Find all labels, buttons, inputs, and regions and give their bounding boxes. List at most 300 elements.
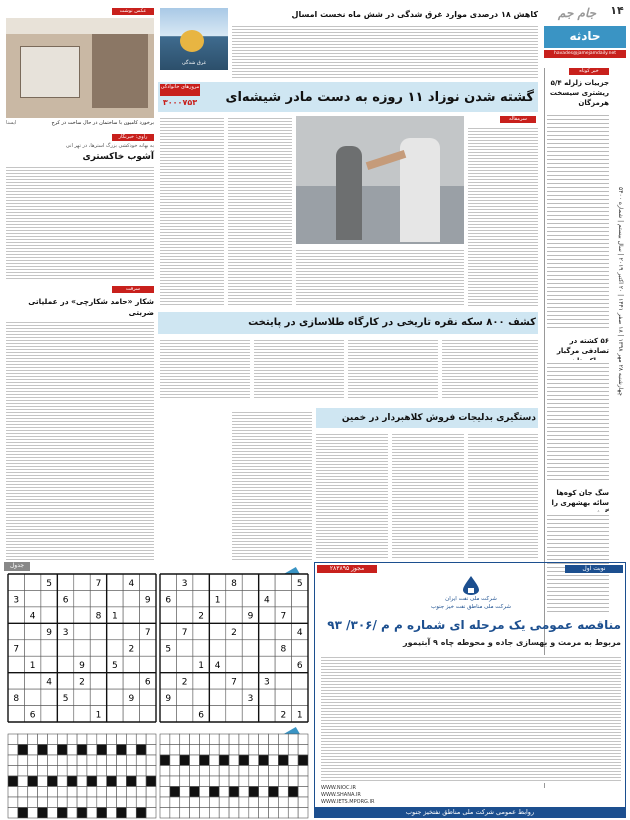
crossword-right-cell (239, 766, 249, 777)
sudoku-right-cell (275, 673, 291, 689)
sudoku-right-cell (209, 607, 225, 623)
crossword-right-cell (288, 745, 298, 756)
sudoku-left-cell (107, 590, 123, 606)
crossword-right-cell (209, 776, 219, 787)
sudoku-left-digit: 7 (13, 644, 20, 655)
crossword-right-cell (278, 797, 288, 808)
sudoku-right-cell (275, 689, 291, 705)
crossword-left-cell (8, 755, 18, 766)
crossword-left-cell (47, 787, 57, 798)
crossword-right-cell (278, 745, 288, 756)
crossword-left-cell (126, 745, 136, 756)
crossword-right-cell (170, 797, 180, 808)
sudoku-right-digit: 1 (198, 661, 204, 672)
sidebar-label: خبر کوتاه (569, 68, 609, 75)
crossword-right-cell (199, 734, 209, 745)
sudoku-left-cell (90, 656, 106, 672)
crossword-right-cell (209, 787, 219, 798)
crossword-right-cell (239, 787, 249, 798)
crossword-right-cell (229, 745, 239, 756)
sidebar-item-1-title: جزییات زلزله ۵/۴ ریشتری سیسخت هرمزگان (549, 79, 609, 107)
crossword-left-cell (107, 787, 117, 798)
ad-subheadline: مربوط به مرمت و بهسازی جاده و محوطه چاه ۹ آبتیمور (403, 638, 621, 647)
sudoku-right-digit: 6 (296, 661, 303, 672)
crossword-right-cell (278, 787, 288, 798)
crossword-left-cell (57, 808, 67, 819)
sudoku-left-digit: 2 (128, 644, 135, 655)
crossword-left-cell (18, 797, 28, 808)
crossword-left-cell (38, 808, 48, 819)
main-body-col-3 (468, 126, 538, 306)
sudoku-left-cell (107, 640, 123, 656)
sudoku-left-digit: 8 (95, 611, 102, 622)
crossword-left-cell (28, 766, 38, 777)
crossword-right-cell (190, 755, 200, 766)
ad-issuer: شرکت ملی نفت ایران (445, 596, 497, 602)
crossword-right-cell (259, 776, 269, 787)
ad-sub-issuer: شرکت ملی مناطق نفت خیز جنوب (431, 604, 511, 610)
sudoku-left-cell (107, 706, 123, 722)
crossword-right-cell (249, 808, 259, 819)
sudoku-left-cell (140, 607, 156, 623)
sudoku-left-cell (8, 574, 24, 590)
photo-label: عکس نوشت (112, 8, 154, 15)
crossword-right-cell (170, 776, 180, 787)
crossword-left-cell (18, 734, 28, 745)
crossword-right-cell (219, 734, 229, 745)
sudoku-left-digit: 3 (62, 628, 69, 639)
crossword-right-cell (269, 766, 279, 777)
crossword-right-cell (160, 755, 170, 766)
crossword-left-cell (77, 766, 87, 777)
tender-ad (314, 562, 626, 818)
sudoku-right-cell (160, 706, 176, 722)
sudoku-right-cell (275, 574, 291, 590)
left-photo (6, 18, 154, 118)
crossword-right-cell (229, 787, 239, 798)
section-banner (544, 26, 626, 48)
crossword-right-cell (298, 808, 308, 819)
sudoku-right-digit: 4 (296, 628, 303, 639)
sudoku-right-cell (209, 689, 225, 705)
crossword-right-cell (239, 734, 249, 745)
sudoku-right-cell (160, 623, 176, 639)
crossword-right-cell (190, 766, 200, 777)
sudoku-right-cell (259, 574, 275, 590)
crossword-right-cell (259, 787, 269, 798)
sudoku-right-cell (176, 689, 192, 705)
crossword-left-cell (97, 776, 107, 787)
sudoku-left-cell (41, 607, 57, 623)
sudoku-left-cell (8, 623, 24, 639)
main-headline: گشته شدن نوزاد ۱۱ روزه به دست مادر شیشه‌ای (225, 90, 534, 105)
sudoku-left-digit: 4 (29, 611, 36, 622)
crossword-right-cell (160, 797, 170, 808)
crossword-right-cell (278, 766, 288, 777)
crossword-left-cell (28, 745, 38, 756)
crossword-left-cell (146, 776, 156, 787)
column2-title: شکار «حامد شکارچی» در عملیاتی ضربتی (28, 297, 154, 317)
crossword-left-cell (47, 745, 57, 756)
crossword-right-cell (259, 797, 269, 808)
crossword-left-cell (117, 766, 127, 777)
sudoku-grid-right (160, 574, 308, 722)
crossword-left-cell (87, 745, 97, 756)
arrest-body-4 (468, 432, 538, 560)
sudoku-right-cell (193, 689, 209, 705)
sudoku-left-digit: 4 (128, 578, 135, 589)
crossword-right-cell (269, 797, 279, 808)
crossword-left-cell (117, 808, 127, 819)
crossword-left-cell (67, 808, 77, 819)
crossword-left-cell (136, 787, 146, 798)
sudoku-left-cell (24, 590, 40, 606)
sudoku-left-digit: 1 (95, 710, 102, 721)
crossword-left-cell (126, 808, 136, 819)
crossword-left-cell (47, 808, 57, 819)
sudoku-left-cell (107, 689, 123, 705)
crossword-right-cell (278, 808, 288, 819)
sudoku-right-cell (292, 607, 308, 623)
arrest-headline: دستگیری بدلیجات فروش کلاهبردار در خمین (341, 413, 536, 423)
crossword-right-cell (298, 745, 308, 756)
sudoku-left-cell (123, 623, 139, 639)
sudoku-right-digit: 7 (231, 677, 237, 688)
crossword-grid-left (8, 734, 156, 818)
sudoku-right-cell (275, 590, 291, 606)
crossword-right-cell (278, 734, 288, 745)
sudoku-right-cell (242, 590, 258, 606)
top-story-headline: کاهش ۱۸ درصدی موارد غرق شدگی در شش ماه نخست امسال (291, 10, 538, 19)
crossword-right-cell (170, 766, 180, 777)
crossword-right-cell (160, 734, 170, 745)
sudoku-left-cell (57, 706, 73, 722)
sudoku-left-cell (57, 640, 73, 656)
sudoku-right-digit: 1 (296, 710, 303, 721)
crossword-left-cell (77, 755, 87, 766)
gold-headline: کشف ۸۰۰ سکه نقره تاریخی در کارگاه طلاسازی در پایتخت (248, 317, 536, 328)
crossword-right-cell (298, 787, 308, 798)
main-headline-band (158, 82, 538, 112)
crossword-left-cell (146, 734, 156, 745)
crossword-left-cell (126, 787, 136, 798)
crossword-left-cell (87, 797, 97, 808)
crossword-right-cell (249, 776, 259, 787)
sudoku-right-digit: 7 (280, 611, 287, 622)
crossword-left-cell (67, 787, 77, 798)
gold-body-1 (160, 338, 250, 400)
crossword-left-cell (117, 787, 127, 798)
crossword-right-cell (239, 808, 249, 819)
crossword-right-cell (219, 787, 229, 798)
main-body-col-2 (228, 116, 292, 306)
sudoku-left-digit: 9 (46, 628, 52, 639)
sudoku-left-cell (90, 623, 106, 639)
sudoku-right-cell (176, 607, 192, 623)
crossword-right-cell (209, 734, 219, 745)
sudoku-right-digit: 6 (198, 710, 204, 721)
crossword-right-cell (160, 766, 170, 777)
ad-web-1: WWW.NIOC.IR (321, 785, 357, 791)
crossword-right-cell (190, 745, 200, 756)
date-line (612, 66, 624, 396)
crossword-right-cell (209, 808, 219, 819)
sudoku-right-digit: 5 (296, 578, 303, 589)
sudoku-left-cell (74, 574, 90, 590)
sudoku-right-digit: 2 (231, 628, 237, 639)
sudoku-right-cell (259, 623, 275, 639)
crossword-right-cell (288, 808, 298, 819)
sudoku-right-digit: 2 (280, 710, 287, 721)
masthead (544, 4, 626, 64)
arrest-headline-band (316, 408, 538, 428)
column1-title: آشوب خاکستری (82, 152, 154, 162)
sidebar-item-3-title: سگ جان کوه‌ها سائه بهشهری را (551, 489, 609, 507)
sudoku-left-cell (24, 640, 40, 656)
crossword-left-cell (77, 797, 87, 808)
crossword-left-cell (97, 734, 107, 745)
sudoku-right-cell (259, 689, 275, 705)
crossword-left-cell (107, 776, 117, 787)
crossword-left-cell (38, 755, 48, 766)
crossword-left-cell (77, 734, 87, 745)
crossword-right-cell (288, 755, 298, 766)
sudoku-grid-left (8, 574, 156, 722)
crossword-right-cell (190, 734, 200, 745)
crossword-right-cell (288, 766, 298, 777)
crossword-left-cell (38, 797, 48, 808)
sudoku-right-cell (160, 673, 176, 689)
crossword-left-cell (77, 787, 87, 798)
crossword-right-cell (229, 734, 239, 745)
sudoku-left-digit: 4 (46, 677, 52, 688)
sudoku-left-cell (57, 656, 73, 672)
crossword-right-cell (259, 755, 269, 766)
ad-body (321, 655, 621, 783)
crossword-left-cell (28, 755, 38, 766)
crossword-left-cell (18, 745, 28, 756)
sudoku-left-digit: 8 (13, 693, 20, 704)
sidebar-item-2-title: ۵۶ کشته در تصادفی مرگبار (556, 337, 609, 355)
crossword-left-cell (38, 787, 48, 798)
crossword-left-cell (67, 745, 77, 756)
crossword-left-cell (146, 808, 156, 819)
crossword-left-cell (97, 797, 107, 808)
sudoku-left-cell (140, 656, 156, 672)
sudoku-right-cell (292, 590, 308, 606)
crossword-left-cell (57, 734, 67, 745)
main-photo (296, 116, 464, 244)
crossword-right-cell (229, 766, 239, 777)
crossword-right-cell (219, 776, 229, 787)
section-title: حادثه (569, 29, 601, 43)
puzzles-tag: جدول (4, 562, 30, 571)
crossword-right-cell (160, 808, 170, 819)
sudoku-right-cell (209, 673, 225, 689)
crossword-left-cell (57, 776, 67, 787)
crossword-right-cell (180, 808, 190, 819)
sudoku-left-cell (74, 689, 90, 705)
sudoku-left-cell (24, 673, 40, 689)
crossword-right-cell (219, 745, 229, 756)
sudoku-right-cell (292, 673, 308, 689)
crossword-left-cell (18, 766, 28, 777)
building-shape (92, 28, 148, 108)
crossword-right-cell (249, 766, 259, 777)
crossword-left-cell (87, 787, 97, 798)
crossword-right-cell (199, 776, 209, 787)
sudoku-left-cell (8, 656, 24, 672)
crossword-left-cell (136, 776, 146, 787)
crossword-right-cell (298, 766, 308, 777)
crossword-right-cell (229, 776, 239, 787)
sudoku-right-cell (209, 640, 225, 656)
crossword-left-cell (67, 797, 77, 808)
gold-body-4 (442, 338, 538, 400)
sudoku-right-cell (160, 656, 176, 672)
sudoku-right-digit: 4 (214, 661, 221, 672)
sudoku-left-cell (74, 590, 90, 606)
sudoku-right-cell (176, 590, 192, 606)
page-number: ۱۴ (610, 4, 624, 17)
sudoku-right-cell (242, 623, 258, 639)
crossword-left-cell (28, 797, 38, 808)
crossword-left-cell (97, 766, 107, 777)
crossword-left-cell (117, 776, 127, 787)
crossword-right-cell (269, 776, 279, 787)
crossword-left-cell (136, 808, 146, 819)
sudoku-right-digit: 9 (247, 611, 254, 622)
crossword-left-cell (107, 734, 117, 745)
crossword-left-cell (8, 797, 18, 808)
sudoku-left-digit: 7 (95, 578, 102, 589)
crossword-left-cell (126, 797, 136, 808)
main-phone: ۳۰۰۰۷۵۳ (162, 98, 198, 107)
column2-label: سرقت (112, 286, 154, 293)
sky-shape (6, 18, 154, 34)
crossword-right-cell (199, 787, 209, 798)
main-body-col-1 (160, 116, 224, 306)
sudoku-left-cell (8, 673, 24, 689)
sudoku-right-digit: 7 (181, 628, 188, 639)
crossword-left-cell (117, 797, 127, 808)
crossword-right-cell (229, 808, 239, 819)
crossword-right-cell (180, 755, 190, 766)
crossword-right-cell (269, 734, 279, 745)
crossword-right-cell (259, 766, 269, 777)
crossword-left-cell (117, 734, 127, 745)
crossword-right-cell (160, 776, 170, 787)
crossword-right-cell (170, 745, 180, 756)
crossword-right-cell (269, 808, 279, 819)
crossword-right-cell (288, 787, 298, 798)
crossword-right-cell (288, 776, 298, 787)
sudoku-left-cell (74, 623, 90, 639)
photo-credit: ایسنا (6, 120, 17, 126)
sudoku-right-cell (259, 706, 275, 722)
crossword-right-cell (160, 787, 170, 798)
crossword-left-cell (8, 745, 18, 756)
sudoku-right-cell (292, 640, 308, 656)
sudoku-left-cell (123, 673, 139, 689)
crossword-left-cell (77, 745, 87, 756)
crossword-left-cell (67, 755, 77, 766)
crossword-right-cell (190, 776, 200, 787)
crossword-left-cell (126, 766, 136, 777)
crossword-right-cell (190, 787, 200, 798)
sudoku-right-cell (176, 656, 192, 672)
crossword-left-cell (18, 755, 28, 766)
crossword-right-cell (209, 797, 219, 808)
sudoku-right-cell (226, 706, 242, 722)
sudoku-left-cell (57, 607, 73, 623)
sudoku-right-digit: 6 (165, 595, 172, 606)
ad-web-2: WWW.SHANA.IR (321, 792, 361, 798)
sudoku-right-cell (226, 590, 242, 606)
crossword-left-cell (87, 755, 97, 766)
arrest-body-3 (392, 432, 464, 560)
arrest-body-1 (232, 410, 312, 560)
crossword-left-cell (57, 766, 67, 777)
sudoku-left-cell (74, 640, 90, 656)
crossword-left-cell (97, 808, 107, 819)
crossword-left-cell (117, 745, 127, 756)
sudoku-right-cell (292, 689, 308, 705)
crossword-right-cell (190, 808, 200, 819)
crossword-right-cell (249, 787, 259, 798)
crossword-left-cell (57, 755, 67, 766)
crossword-left-cell (18, 776, 28, 787)
photo-figure-left (336, 146, 362, 240)
crossword-right-cell (298, 797, 308, 808)
ad-web-3: WWW.IETS.MPORG.IR (321, 799, 375, 805)
crossword-right-cell (229, 797, 239, 808)
sudoku-left-digit: 6 (62, 595, 69, 606)
sudoku-right-digit: 5 (165, 644, 172, 655)
sudoku-right-cell (242, 574, 258, 590)
crossword-right-cell (219, 808, 229, 819)
crossword-right-cell (180, 797, 190, 808)
sudoku-right-cell (176, 640, 192, 656)
crossword-left-cell (97, 745, 107, 756)
ad-logo-icon (459, 575, 483, 595)
crossword-left-cell (126, 755, 136, 766)
sudoku-right-cell (242, 640, 258, 656)
crossword-left-cell (8, 776, 18, 787)
crossword-right-cell (180, 776, 190, 787)
crossword-left-cell (47, 776, 57, 787)
sudoku-left-cell (41, 689, 57, 705)
crossword-right-cell (288, 797, 298, 808)
sudoku-right-cell (193, 640, 209, 656)
sudoku-left-cell (8, 607, 24, 623)
sudoku-right-cell (242, 706, 258, 722)
crossword-right-cell (199, 797, 209, 808)
crossword-left-cell (107, 797, 117, 808)
sudoku-left-digit: 9 (128, 693, 135, 704)
sudoku-left-cell (74, 607, 90, 623)
sudoku-left-cell (107, 574, 123, 590)
gold-headline-band (158, 312, 538, 334)
sudoku-right-cell (193, 574, 209, 590)
crossword-left-cell (8, 734, 18, 745)
crossword-right-cell (160, 745, 170, 756)
sudoku-right-cell (242, 673, 258, 689)
crossword-left-cell (136, 755, 146, 766)
truck-shape (20, 46, 80, 98)
crossword-right-cell (259, 808, 269, 819)
crossword-left-cell (47, 797, 57, 808)
